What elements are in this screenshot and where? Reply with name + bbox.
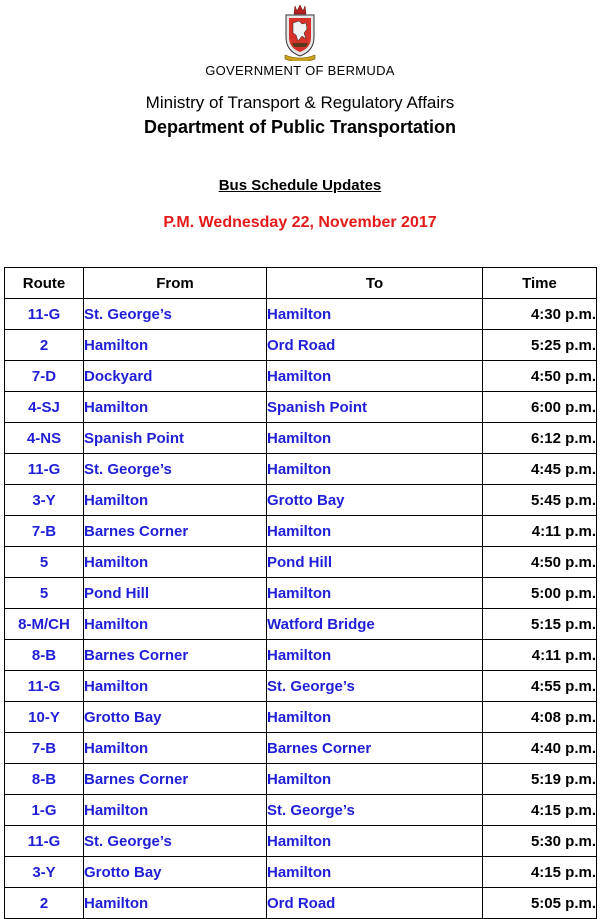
table-row: [5, 299, 597, 330]
bus-schedule-table: [4, 267, 597, 919]
time-cell: 5:25 p.m.: [483, 330, 597, 361]
from-cell: Barnes Corner: [84, 516, 267, 547]
to-cell: Hamilton: [267, 516, 483, 547]
from-cell: Barnes Corner: [84, 764, 267, 795]
document-title: [0, 177, 600, 194]
time-cell: 4:15 p.m.: [483, 795, 597, 826]
from-cell: Hamilton: [84, 795, 267, 826]
route-cell: 4-SJ: [5, 392, 84, 423]
route-cell: 11-G: [5, 454, 84, 485]
table-row: [5, 826, 597, 857]
from-cell: Barnes Corner: [84, 640, 267, 671]
time-cell: 4:55 p.m.: [483, 671, 597, 702]
to-cell: Spanish Point: [267, 392, 483, 423]
from-cell: Hamilton: [84, 733, 267, 764]
table-row: [5, 888, 597, 919]
table-row: [5, 547, 597, 578]
route-cell: 7-D: [5, 361, 84, 392]
route-cell: 7-B: [5, 733, 84, 764]
time-cell: 6:00 p.m.: [483, 392, 597, 423]
route-cell: 11-G: [5, 299, 84, 330]
from-cell: Grotto Bay: [84, 702, 267, 733]
to-cell: St. George’s: [267, 795, 483, 826]
time-cell: 4:50 p.m.: [483, 547, 597, 578]
table-row: [5, 578, 597, 609]
time-cell: 4:30 p.m.: [483, 299, 597, 330]
column-header-time: Time: [483, 268, 597, 299]
bermuda-coat-of-arms-icon: [282, 3, 318, 61]
table-row: [5, 392, 597, 423]
route-cell: 3-Y: [5, 485, 84, 516]
route-cell: 8-M/CH: [5, 609, 84, 640]
time-cell: 5:00 p.m.: [483, 578, 597, 609]
time-cell: 4:15 p.m.: [483, 857, 597, 888]
from-cell: Hamilton: [84, 888, 267, 919]
route-cell: 11-G: [5, 826, 84, 857]
from-cell: Hamilton: [84, 392, 267, 423]
to-cell: Ord Road: [267, 330, 483, 361]
to-cell: Barnes Corner: [267, 733, 483, 764]
table-row: [5, 516, 597, 547]
table-row: [5, 485, 597, 516]
to-cell: St. George’s: [267, 671, 483, 702]
department-heading: Department of Public Transportation: [143, 117, 457, 137]
schedule-rows: [5, 299, 597, 919]
to-cell: Hamilton: [267, 299, 483, 330]
government-heading: GOVERNMENT OF BERMUDA: [205, 63, 395, 78]
route-cell: 3-Y: [5, 857, 84, 888]
time-cell: 5:15 p.m.: [483, 609, 597, 640]
table-row: [5, 671, 597, 702]
to-cell: Pond Hill: [267, 547, 483, 578]
to-cell: Watford Bridge: [267, 609, 483, 640]
table-row: [5, 702, 597, 733]
column-header-from: From: [84, 268, 267, 299]
from-cell: Pond Hill: [84, 578, 267, 609]
table-row: [5, 454, 597, 485]
from-cell: Dockyard: [84, 361, 267, 392]
time-cell: 5:19 p.m.: [483, 764, 597, 795]
route-cell: 10-Y: [5, 702, 84, 733]
from-cell: Hamilton: [84, 547, 267, 578]
from-cell: Grotto Bay: [84, 857, 267, 888]
route-cell: 5: [5, 547, 84, 578]
to-cell: Hamilton: [267, 423, 483, 454]
table-row: [5, 640, 597, 671]
to-cell: Hamilton: [267, 702, 483, 733]
from-cell: Spanish Point: [84, 423, 267, 454]
from-cell: Hamilton: [84, 671, 267, 702]
route-cell: 2: [5, 330, 84, 361]
route-cell: 4-NS: [5, 423, 84, 454]
time-cell: 4:11 p.m.: [483, 640, 597, 671]
to-cell: Hamilton: [267, 640, 483, 671]
time-cell: 5:45 p.m.: [483, 485, 597, 516]
to-cell: Hamilton: [267, 826, 483, 857]
time-cell: 6:12 p.m.: [483, 423, 597, 454]
table-row: [5, 857, 597, 888]
route-cell: 8-B: [5, 764, 84, 795]
time-cell: 5:30 p.m.: [483, 826, 597, 857]
to-cell: Hamilton: [267, 361, 483, 392]
table-row: [5, 423, 597, 454]
route-cell: 1-G: [5, 795, 84, 826]
table-row: [5, 330, 597, 361]
route-cell: 11-G: [5, 671, 84, 702]
route-cell: 5: [5, 578, 84, 609]
time-cell: 4:50 p.m.: [483, 361, 597, 392]
to-cell: Hamilton: [267, 454, 483, 485]
table-row: [5, 733, 597, 764]
to-cell: Hamilton: [267, 764, 483, 795]
table-row: [5, 795, 597, 826]
time-cell: 5:05 p.m.: [483, 888, 597, 919]
table-header-row: [5, 268, 597, 299]
ministry-heading: Ministry of Transport & Regulatory Affairs: [145, 93, 455, 112]
from-cell: Hamilton: [84, 485, 267, 516]
from-cell: Hamilton: [84, 330, 267, 361]
table-row: [5, 361, 597, 392]
time-cell: 4:08 p.m.: [483, 702, 597, 733]
to-cell: Ord Road: [267, 888, 483, 919]
from-cell: St. George’s: [84, 299, 267, 330]
route-cell: 8-B: [5, 640, 84, 671]
to-cell: Grotto Bay: [267, 485, 483, 516]
time-cell: 4:11 p.m.: [483, 516, 597, 547]
document-title-text: Bus Schedule Updates: [218, 177, 382, 194]
table-row: [5, 764, 597, 795]
to-cell: Hamilton: [267, 578, 483, 609]
from-cell: St. George’s: [84, 826, 267, 857]
from-cell: Hamilton: [84, 609, 267, 640]
time-cell: 4:45 p.m.: [483, 454, 597, 485]
column-header-to: To: [267, 268, 483, 299]
date-line: P.M. Wednesday 22, November 2017: [163, 214, 437, 231]
time-cell: 4:40 p.m.: [483, 733, 597, 764]
to-cell: Hamilton: [267, 857, 483, 888]
from-cell: St. George’s: [84, 454, 267, 485]
table-row: [5, 609, 597, 640]
route-cell: 2: [5, 888, 84, 919]
column-header-route: Route: [5, 268, 84, 299]
route-cell: 7-B: [5, 516, 84, 547]
